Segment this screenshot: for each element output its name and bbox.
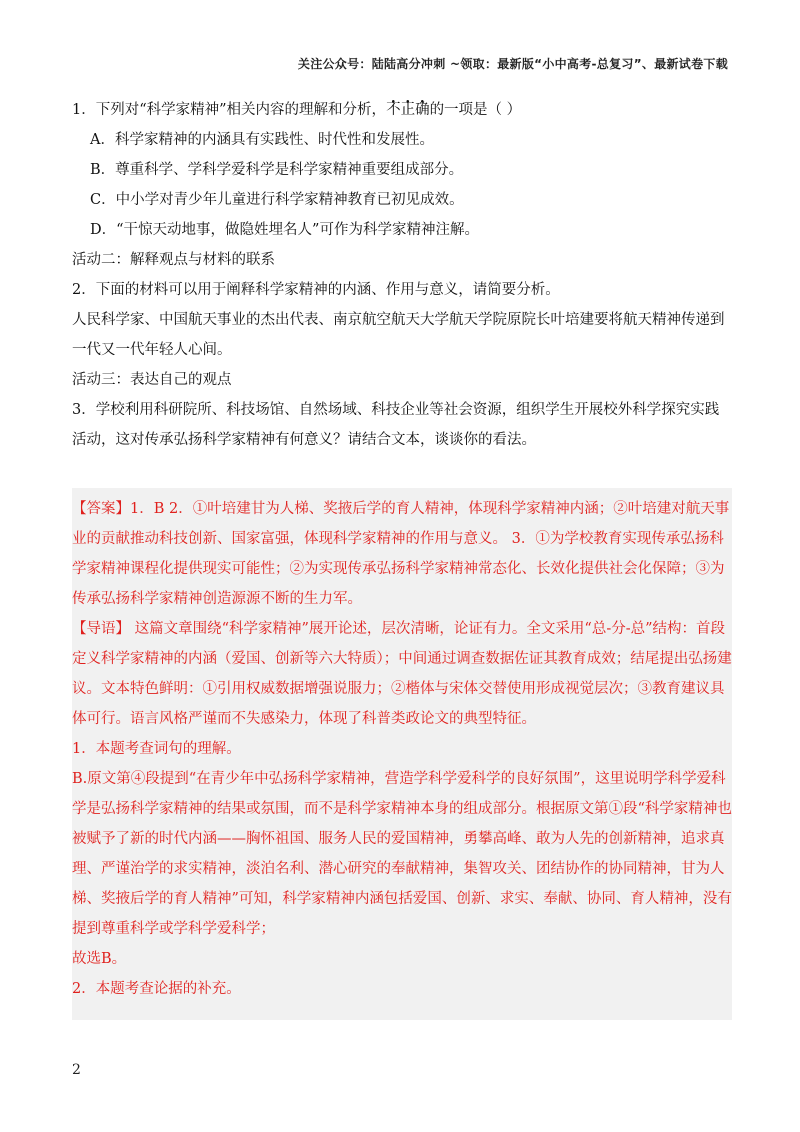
emphasis-char: 不 bbox=[386, 102, 401, 118]
option-b: B．尊重科学、学科学爱科学是科学家精神重要组成部分。 bbox=[90, 162, 464, 178]
answer-guide: 【导语】 这篇文章围绕“科学家精神”展开论述，层次清晰，论证有力。全文采用“总-分-总”结构：首段定义科学家精神的内涵（爱国、创新等六大特质）；中间通过调查数据佐证其教育成效；结尾提出弘扬建议。文本特色鲜明：①引用权威数据增强说服力；②楷体与宋体交替使用形成视觉层次；③教育建议具体可行。语言风格严谨而不失感染力，体现了科普类政论文的典型特征。 bbox=[72, 621, 732, 727]
option-d: D．“干惊天动地事，做隐姓埋名人”可作为科学家精神注解。 bbox=[90, 222, 479, 238]
q1-stem-post: 的一项是（ ） bbox=[429, 102, 522, 118]
answer-explanation-1-conclusion: 故选B。 bbox=[72, 951, 127, 967]
question-section bbox=[72, 95, 732, 455]
answer-explanation-2-title: 2．本题考查论据的补充。 bbox=[72, 981, 241, 997]
option-c: C．中小学对青少年儿童进行科学家精神教育已初见成效。 bbox=[90, 192, 464, 208]
question-1-stem bbox=[72, 95, 732, 125]
option-a: A．科学家精神的内涵具有实践性、时代性和发展性。 bbox=[90, 132, 434, 148]
emphasis-char: 正 bbox=[400, 102, 416, 118]
answer-section bbox=[72, 494, 732, 1004]
q1-stem-pre: 1．下列对“科学家精神”相关内容的理解和分析， bbox=[72, 102, 387, 118]
question-3: 3．学校利用科研院所、科技场馆、自然场域、科技企业等社会资源，组织学生开展校外科学探究实践活动，这对传承弘扬科学家精神有何意义？请结合文本，谈谈你的看法。 bbox=[72, 402, 720, 448]
question-2-material: 人民科学家、中国航天事业的杰出代表、南京航空航天大学航天学院原院长叶培建要将航天精神传递到一代又一代年轻人心间。 bbox=[72, 312, 725, 358]
page-header: 关注公众号：陆陆高分冲刺 ~领取：最新版“小中高考-总复习”、最新试卷下载 bbox=[297, 57, 728, 71]
emphasis-char: 确 bbox=[415, 102, 430, 118]
answer-key: 【答案】1．B 2．①叶培建甘为人梯、奖掖后学的育人精神，体现科学家精神内涵；②叶培建对航天事业的贡献推动科技创新、国家富强，体现科学家精神的作用与意义。 3．①为学校教育实现传承弘扬科学家精神课程化提供现实可能性；②为实现传承弘扬科学家精神常态化、长效化提供社会化保障；③为传承弘扬科学家精神创造源源不断的生力军。 bbox=[72, 501, 730, 607]
question-2: 2．下面的材料可以用于阐释科学家精神的内涵、作用与意义，请简要分析。 bbox=[72, 282, 560, 298]
activity-3-title: 活动三：表达自己的观点 bbox=[72, 372, 232, 388]
activity-2-title: 活动二：解释观点与材料的联系 bbox=[72, 252, 275, 268]
answer-explanation-1-title: 1．本题考查词句的理解。 bbox=[72, 741, 241, 757]
page-number: 2 bbox=[72, 1062, 81, 1078]
answer-explanation-1-body: B.原文第④段提到“在青少年中弘扬科学家精神，营造学科学爱科学的良好氛围”，这里说明学科学爱科学是弘扬科学家精神的结果或氛围，而不是科学家精神本身的组成部分。根据原文第①段“科学家精神也被赋予了新的时代内涵——胸怀祖国、服务人民的爱国精神，勇攀高峰、敢为人先的创新精神，追求真理、严谨治学的求实精神，淡泊名利、潜心研究的奉献精神，集智攻关、团结协作的协同精神，甘为人梯、奖掖后学的育人精神”可知，科学家精神内涵包括爱国、创新、求实、奉献、协同、育人精神，没有提到尊重科学或学科学爱科学； bbox=[72, 771, 732, 937]
